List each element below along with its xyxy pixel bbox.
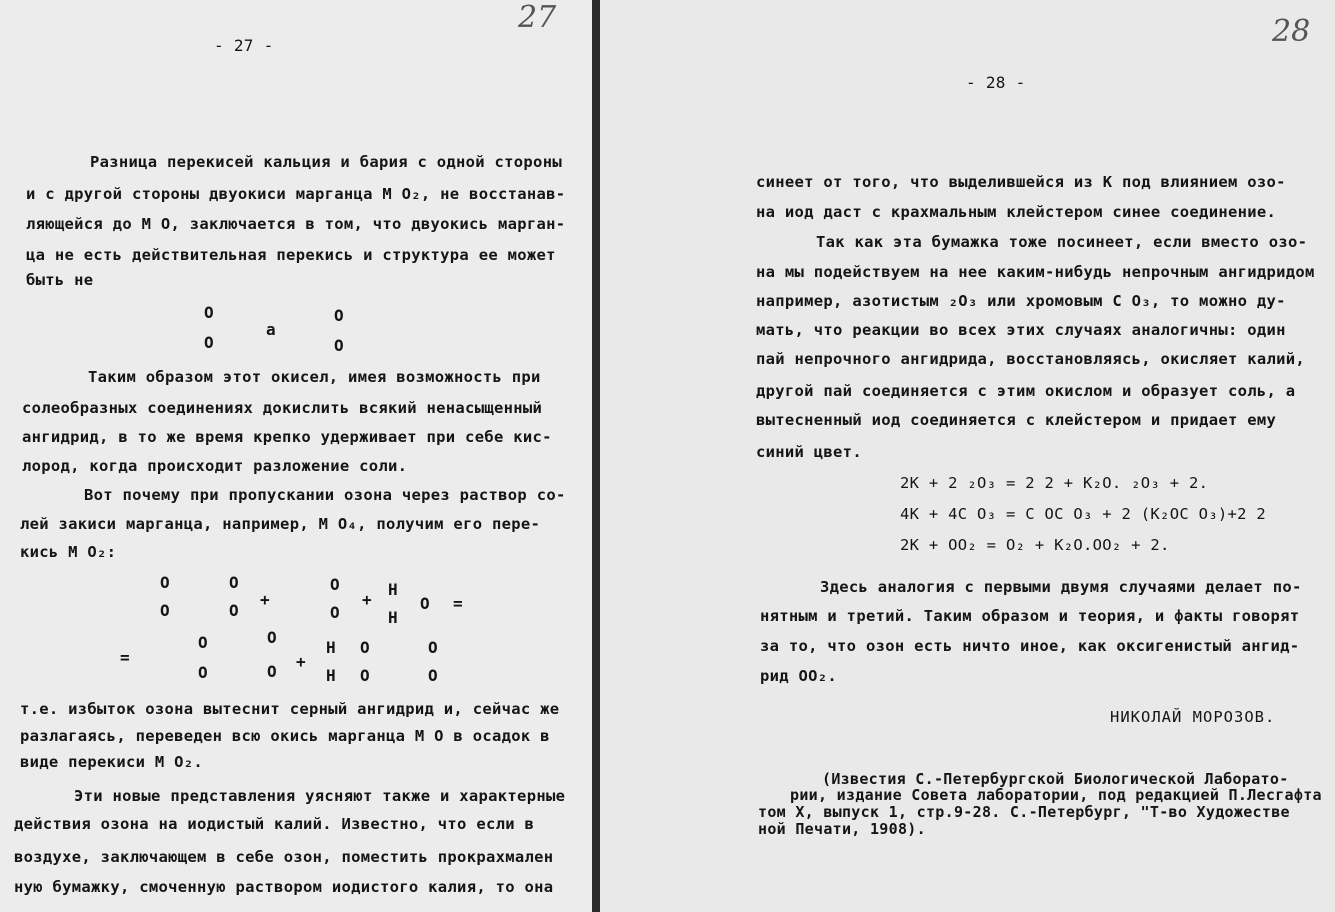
- formula-atom: O: [334, 306, 344, 325]
- formula-operator: +: [362, 590, 372, 609]
- formula-atom: O: [229, 573, 239, 592]
- text-line: Разница перекисей кальция и бария с одной стороны: [90, 153, 562, 171]
- text-line: например, азотистым ₂O₃ или хромовым C O₃, то можно ду-: [756, 292, 1286, 310]
- text-line: лей закиси марганца, например, M O₄, получим его пере-: [20, 515, 541, 533]
- text-line: воздухе, заключающем в себе озон, поместить прокрахмален: [14, 848, 554, 866]
- text-line: мать, что реакции во всех этих случаях аналогичны: один: [756, 321, 1286, 339]
- formula-operator: +: [260, 590, 270, 609]
- formula-atom: O: [198, 663, 208, 682]
- formula-atom: O: [267, 628, 277, 647]
- citation-line: том X, выпуск 1, стр.9-28. С.-Петербург, "Т-во Художестве: [758, 803, 1290, 821]
- formula-atom: O: [204, 333, 214, 352]
- formula-atom: O: [198, 633, 208, 652]
- text-line: лород, когда происходит разложение соли.: [22, 457, 408, 475]
- citation-line: рии, издание Совета лаборатории, под редакцией П.Лесгафта: [790, 786, 1322, 804]
- formula-atom: O: [330, 603, 340, 622]
- text-line: Так как эта бумажка тоже посинеет, если вместо озо-: [816, 233, 1308, 251]
- text-line: быть не: [26, 271, 94, 289]
- text-line: Эти новые представления уясняют также и характерные: [74, 787, 566, 805]
- formula-atom: O: [330, 575, 340, 594]
- formula-atom: H: [326, 666, 336, 685]
- equation: 2K + OO₂ = O₂ + K₂O.OO₂ + 2.: [900, 536, 1170, 554]
- text-line: Вот почему при пропускании озона через раствор со-: [84, 486, 566, 504]
- text-line: синий цвет.: [756, 443, 862, 461]
- formula-operator: +: [296, 652, 306, 671]
- text-line: солеобразных соединениях докислить всякий ненасыщенный: [22, 399, 543, 417]
- formula-operator: =: [120, 648, 130, 667]
- text-line: на иод даст с крахмальным клейстером синее соединение.: [756, 203, 1277, 221]
- text-line: ца не есть действительная перекись и структура ее может: [26, 246, 556, 264]
- text-line: действия озона на иодистый калий. Известно, что если в: [14, 815, 535, 833]
- page-number: - 28 -: [966, 73, 1026, 92]
- text-line: другой пай соединяется с этим окислом и образует соль, а: [756, 382, 1296, 400]
- formula-atom: H: [388, 608, 398, 627]
- text-line: и с другой стороны двуокиси марганца M O₂, не восстанав-: [26, 185, 566, 203]
- equation: 4K + 4C O₃ = C OC O₃ + 2 (K₂OC O₃)+2 2: [900, 505, 1267, 523]
- handwritten-page-number: 27: [518, 0, 557, 35]
- text-line: рид OO₂.: [760, 667, 838, 685]
- text-line: вытесненный иод соединяется с клейстером и придает ему: [756, 411, 1277, 429]
- text-line: ангидрид, в то же время крепко удерживает при себе кис-: [22, 428, 552, 446]
- formula-atom: O: [267, 662, 277, 681]
- formula-atom: H: [388, 580, 398, 599]
- text-line: разлагаясь, переведен всю окись марганца M O в осадок в: [20, 727, 550, 745]
- formula-atom: O: [360, 666, 370, 685]
- text-line: за то, что озон есть ничто иное, как оксигенистый ангид-: [760, 637, 1300, 655]
- formula-atom: O: [204, 303, 214, 322]
- text-line: виде перекиси M O₂.: [20, 753, 204, 771]
- formula-connector: a: [266, 320, 276, 339]
- page-number: - 27 -: [214, 36, 274, 55]
- text-line: т.е. избыток озона вытеснит серный ангидрид и, сейчас же: [20, 700, 560, 718]
- text-line: пай непрочного ангидрида, восстановляясь, окисляет калий,: [756, 350, 1306, 368]
- formula-atom: O: [420, 594, 430, 613]
- formula-operator: =: [453, 594, 463, 613]
- citation-line: ной Печати, 1908).: [758, 820, 926, 838]
- equation: 2K + 2 ₂O₃ = 2 2 + K₂O. ₂O₃ + 2.: [900, 474, 1209, 492]
- formula-atom: O: [160, 601, 170, 620]
- formula-atom: O: [334, 336, 344, 355]
- formula-atom: O: [160, 573, 170, 592]
- text-line: синеет от того, что выделившейся из K под влиянием озо-: [756, 173, 1286, 191]
- formula-atom: O: [428, 666, 438, 685]
- formula-atom: H: [326, 638, 336, 657]
- text-line: на мы подействуем на нее каким-нибудь непрочным ангидридом: [756, 263, 1315, 281]
- right-page: [600, 0, 1335, 912]
- formula-atom: O: [360, 638, 370, 657]
- author-signature: НИКОЛАЙ МОРОЗОВ.: [1110, 708, 1276, 726]
- text-line: Таким образом этот окисел, имея возможность при: [88, 368, 541, 386]
- text-line: кись M O₂:: [20, 543, 117, 561]
- text-line: ляющейся до M O, заключается в том, что двуокись марган-: [26, 215, 566, 233]
- citation-line: (Известия С.-Петербургской Биологической Лаборато-: [822, 770, 1289, 788]
- formula-atom: O: [428, 638, 438, 657]
- handwritten-page-number: 28: [1272, 14, 1311, 49]
- text-line: ную бумажку, смоченную раствором иодистого калия, то она: [14, 878, 554, 896]
- formula-atom: O: [229, 601, 239, 620]
- text-line: Здесь аналогия с первыми двумя случаями делает по-: [820, 578, 1302, 596]
- text-line: нятным и третий. Таким образом и теория, и факты говорят: [760, 607, 1300, 625]
- left-page: [0, 0, 592, 912]
